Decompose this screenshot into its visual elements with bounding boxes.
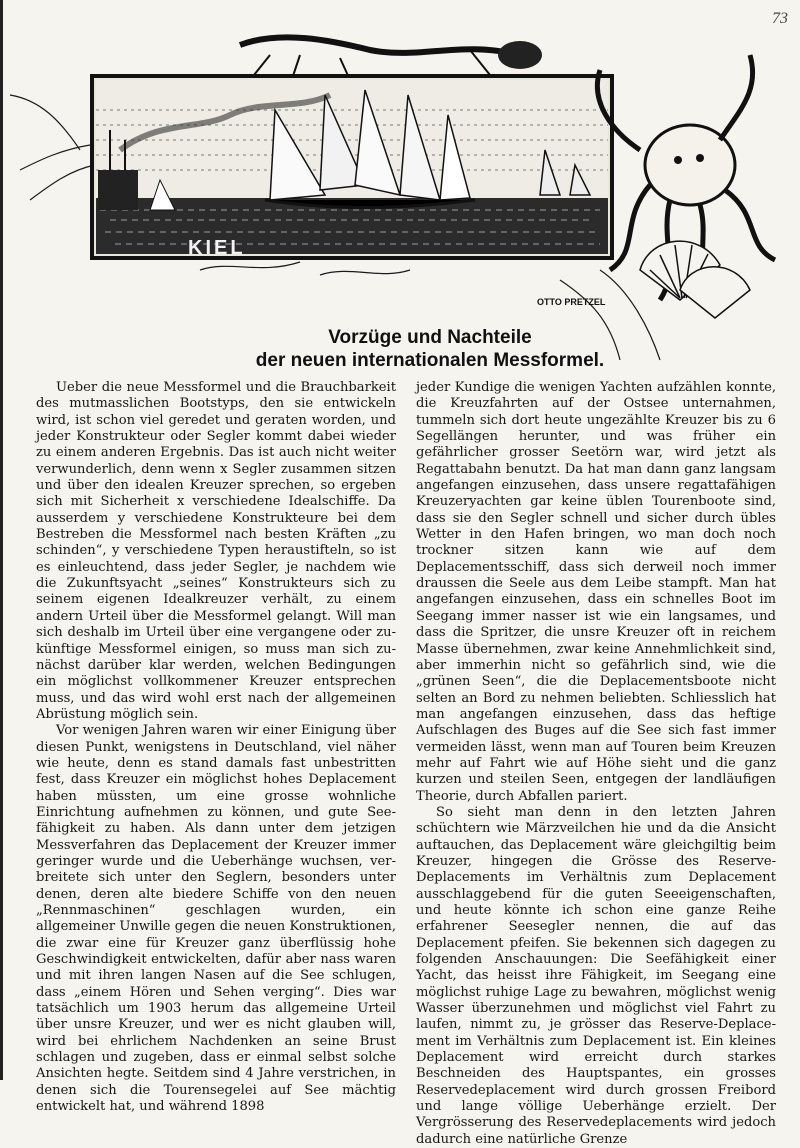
left-paragraph-2: Vor wenigen Jahren waren wir einer Einigung über diesen Punkt, wenigstens in Deutschland, viel näher wie heute, denn es stand damals fast unbestritten fest, dass Kreuzer ein möglichst hohes Deplacement haben müssten, um eine grosse wohnliche Einrichtung aufnehmen zu können, und gute Seefähigkeit zu haben. Als dann unter dem jetzigen Messverfahren das Deplacement der Kreuzer immer geringer wurde und die Ueberhänge wuchsen, verbreitete sich unter den Seglern, besonders unter denen, deren alte biedere Schiffe von den neuen „Rennmaschinen“ geschlagen wurden, ein allgemeiner Unwille gegen die neuen Konstruktionen, die zwar eine für Kreuzer ganz überflüssig hohe Geschwindigkeit entwickelten, dafür aber nass waren und mit ihren langen Nasen auf die See schlugen, dass „einem Hören und Sehen verging“. Dies war tatsächlich um 1903 herum das allgemeine Urteil über unsre Kreuzer, und wer es nicht glauben will, wird bei ehrlichem Nachdenken an seine Brust schlagen und zugeben, dass er einmal selbst solche Ansichten hegte. Seitdem sind 4 Jahre verstrichen, in denen sich die Tourensegelei auf See mächtig entwickelt hat, und während 1898 [36, 723, 396, 1115]
left-paragraph-1: Ueber die neue Messformel und die Brauchbarkeit des mutmasslichen Bootstyps, den sie entwickeln wird, ist schon viel geredet und geraten worden, und jeder Konstrukteur oder Segler kommt dabei wieder zu einem anderen Ergebnis. Das ist auch nicht weiter verwunderlich, denn wenn x Segler zusammen sitzen und über den idealen Kreuzer sprechen, so ergeben sich mit Sicherheit x verschiedene Idealschiffe. Da ausserdem y verschiedene Konstrukteure bei dem Bestreben die Messformel nach besten Kräften „zu schinden“, y verschiedene Typen heraustifteln, so ist es einleuchtend, dass jeder Segler, je nachdem wie die Zukunftsyacht „seines“ Konstrukteurs sich zu seinem eigenen Idealkreuzer verhält, zu einem andern Urteil über die Messformel gelangt. Will man sich deshalb im Urteil über eine vergangene oder zukünftige Messformel einigen, so muss man sich zunächst darüber klar werden, welchen Bedingungen ein möglichst vollkommener Kreuzer entsprechen muss, und das wird wohl erst nach der allgemeinen Abrüstung möglich sein. [36, 380, 396, 722]
header-illustration [0, 0, 800, 380]
left-column [36, 380, 396, 1115]
right-paragraph-2: So sieht man denn in den letzten Jahren schüchtern wie Märzveilchen hie und da die Ansicht auftauchen, das Deplacement wäre gleichgiltig beim Kreuzer, hingegen die Grösse des Reserve-Deplacements im Verhältnis zum Deplacement ausschlaggebend für die guten Seeeigenschaften, und heute könnte ich schon eine ganze Reihe erfahrener Seesegler nennen, die auf das Deplacement pfeifen. Sie bekennen sich dagegen zu folgenden Anschauungen: Die Seefähigkeit einer Yacht, das heisst ihre Fähigkeit, im Seegang eine möglichst ruhige Lage zu bewahren, möglichst wenig Wasser überzunehmen und möglichst viel Fahrt zu laufen, nimmt zu, je grösser das Reserve-Deplacement im Verhältnis zum Deplacement ist. Ein kleines Deplacement wird erreicht durch starkes Beschneiden des Hauptspantes, ein grosses Reservedeplacement wird durch grossen Freibord und lange völlige Ueberhänge erzielt. Der Vergrösserung des Reservedeplacements wird jedoch dadurch eine natürliche Grenze [416, 804, 776, 1147]
shell-decoration [640, 241, 750, 318]
article-heading [170, 326, 690, 372]
article-title-line1: Vorzüge und Nachteile [328, 327, 532, 348]
page-number: 73 [772, 10, 788, 27]
illustration-caption: KIEL [188, 237, 246, 259]
right-paragraph-1: jeder Kundige die wenigen Yachten aufzählen konnte, die Kreuzfahrten auf der Ostsee unternahmen, tummeln sich dort heute ungezählte Kreuzer bis zu 6 Segellängen herunter, und was früher ein gefährlicher grosser Seetörn war, wird jetzt als Regattabahn benutzt. Da hat man dann ganz langsam angefangen einzusehen, dass unsere regattafähigen Kreuzeryachten gar keine üblen Tourenboote sind, dass sie den Segler schnell und sicher durch übles Wetter in den Hafen bringen, wo man doch noch trockner sitzen kann wie auf dem Deplacementsschiff, dass sich derweil noch immer draussen die Seele aus dem Leibe stampft. Man hat angefangen einzusehen, dass ein schnelles Boot im Seegang immer nasser ist wie ein langsames, und dass die Spritzer, die unsre Kreuzer oft in reichem Masse übernehmen, zwar keine Annehmlichkeit sind, aber immerhin nicht so gefährlich sind, wie die „grünen Seen“, die die Deplacementsboote nicht selten an Bord zu nehmen beliebten. Schliesslich hat man angefangen einzusehen, dass das heftige Aufschlagen des Buges auf die See sich fast immer vermeiden lässt, wenn man auf Touren beim Kreuzen mehr auf Fahrt wie auf Höhe sieht und die ganz kurzen und steilen Seen, entgegen der landläufigen Theorie, durch Abfallen pariert. [416, 380, 776, 804]
article-title-line2: der neuen internationalen Messformel. [255, 350, 605, 371]
right-column [416, 380, 776, 1147]
article-body [36, 380, 776, 1147]
artist-signature: OTTO PRETZEL [537, 297, 606, 307]
